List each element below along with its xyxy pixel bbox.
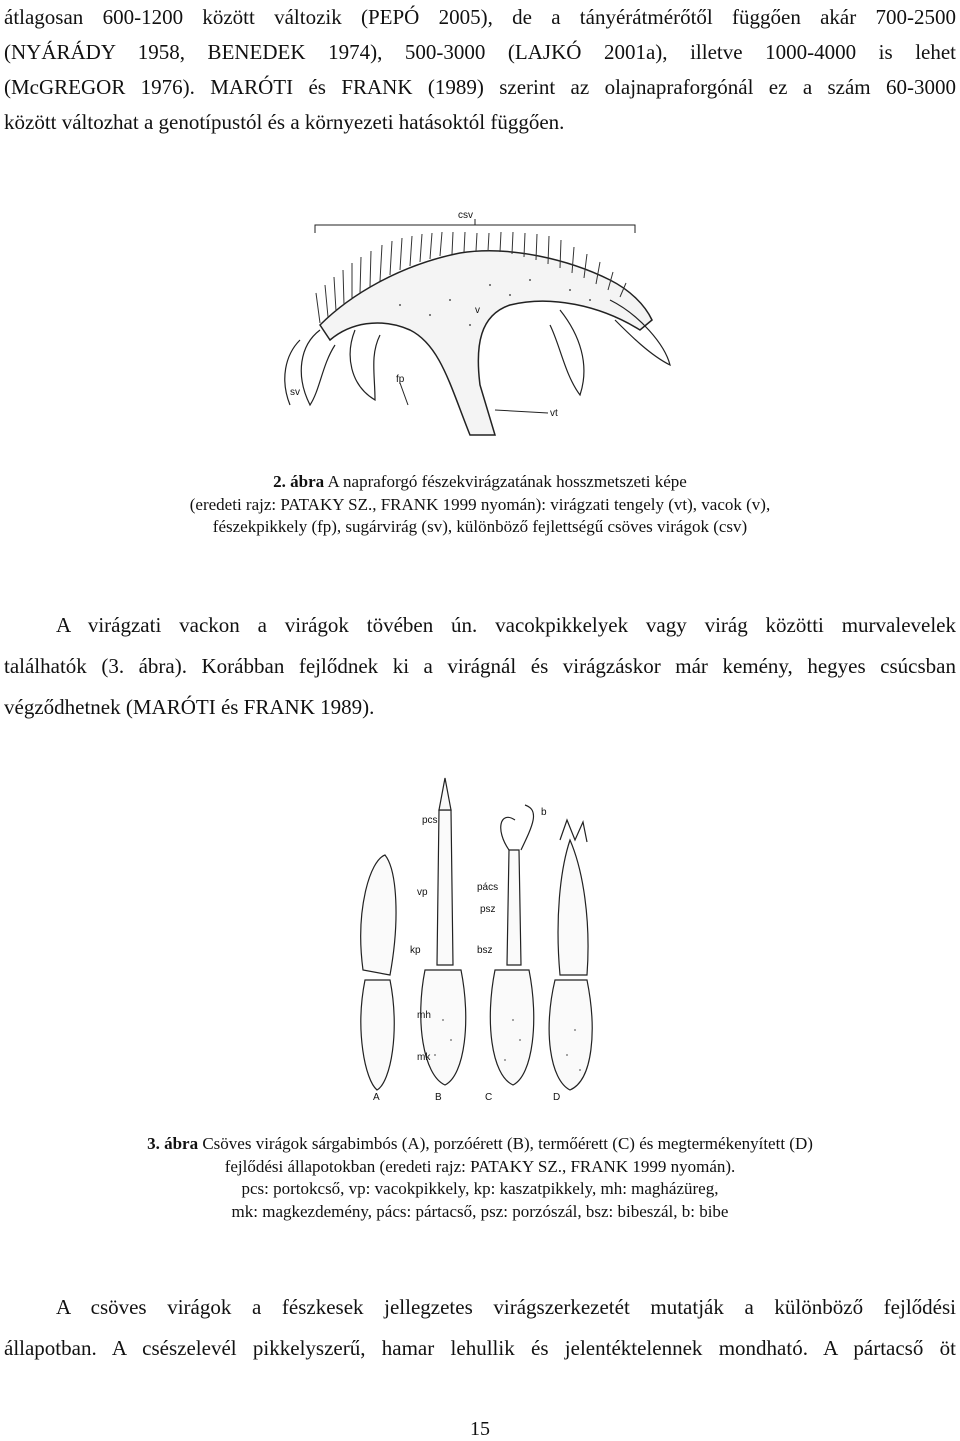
label-vt: vt — [550, 408, 558, 419]
label-pcs: pcs — [422, 815, 438, 826]
label-C: C — [485, 1092, 493, 1103]
label-vp: vp — [417, 887, 428, 898]
label-csv: csv — [458, 210, 473, 221]
caption-text: A napraforgó fészekvirágzatának hosszmetszeti képe — [327, 472, 687, 491]
figure-2-drawing — [280, 205, 680, 455]
label-A: A — [373, 1092, 380, 1103]
caption-line: fejlődési állapotokban (eredeti rajz: PATAKY SZ., FRANK 1999 nyomán). — [224, 1156, 736, 1176]
figure-number: 2. ábra — [273, 472, 325, 491]
text-line: A csöves virágok a fészkesek jellegzetes virágszerkezetét mutatják a különböző fejlődési — [56, 1295, 956, 1319]
figure-3-caption — [0, 1133, 960, 1223]
label-sv: sv — [290, 387, 300, 398]
middle-paragraph — [4, 605, 956, 728]
text-line: átlagosan 600-1200 között változik (PEPÓ 2005), de a tányérátmérőtől függően akár 700-2500 — [4, 5, 956, 29]
label-D: D — [553, 1092, 561, 1103]
label-kp: kp — [410, 945, 421, 956]
caption-line: mk: magkezdemény, pács: pártacső, psz: porzószál, bsz: bibeszál, b: bibe — [231, 1201, 729, 1221]
caption-line: (eredeti rajz: PATAKY SZ., FRANK 1999 nyomán): virágzati tengely (vt), vacok (v), — [189, 494, 771, 514]
label-bsz: bsz — [477, 945, 493, 956]
label-B: B — [435, 1092, 442, 1103]
label-v: v — [475, 305, 480, 316]
text-line: A virágzati vackon a virágok tövében ún. vacokpikkelyek vagy virág közötti murvalevelek — [56, 613, 956, 637]
text-line: találhatók (3. ábra). Korábban fejlődnek ki a virágnál és virágzáskor már kemény, hegyes csúcsban — [4, 654, 956, 678]
text-line: állapotban. A csészelevél pikkelyszerű, hamar lehullik és jelentéktelennek mondható. A pártacső öt — [4, 1336, 956, 1360]
bottom-paragraph — [4, 1287, 956, 1369]
label-mk: mk — [417, 1052, 431, 1063]
figure-3-drawing — [355, 770, 605, 1105]
text-line: között változhat a genotípustól és a környezeti hatásoktól függően. — [4, 110, 565, 134]
figure-number: 3. ábra — [147, 1134, 199, 1153]
caption-line — [0, 1133, 960, 1156]
label-psz: psz — [480, 904, 496, 915]
caption-line: pcs: portokcső, vp: vacokpikkely, kp: kaszatpikkely, mh: magházüreg, — [241, 1179, 719, 1198]
label-pacs: pács — [477, 882, 499, 893]
label-mh: mh — [417, 1010, 431, 1021]
text-line: (NYÁRÁDY 1958, BENEDEK 1974), 500-3000 (LAJKÓ 2001a), illetve 1000-4000 is lehet — [4, 40, 956, 64]
page-number: 15 — [470, 1418, 490, 1440]
label-fp: fp — [396, 374, 405, 385]
text-line: végződhetnek (MARÓTI és FRANK 1989). — [4, 695, 375, 719]
caption-text: Csöves virágok sárgabimbós (A), porzóérett (B), termőérett (C) és megtermékenyített (D) — [202, 1134, 813, 1153]
label-b: b — [541, 807, 547, 818]
figure-2-caption — [0, 471, 960, 539]
top-paragraph — [4, 0, 956, 140]
caption-line — [0, 471, 960, 494]
text-line: (McGREGOR 1976). MARÓTI és FRANK (1989) szerint az olajnapraforgónál ez a szám 60-3000 — [4, 75, 956, 99]
caption-line: fészekpikkely (fp), sugárvirág (sv), különböző fejlettségű csöves virágok (csv) — [212, 517, 748, 536]
